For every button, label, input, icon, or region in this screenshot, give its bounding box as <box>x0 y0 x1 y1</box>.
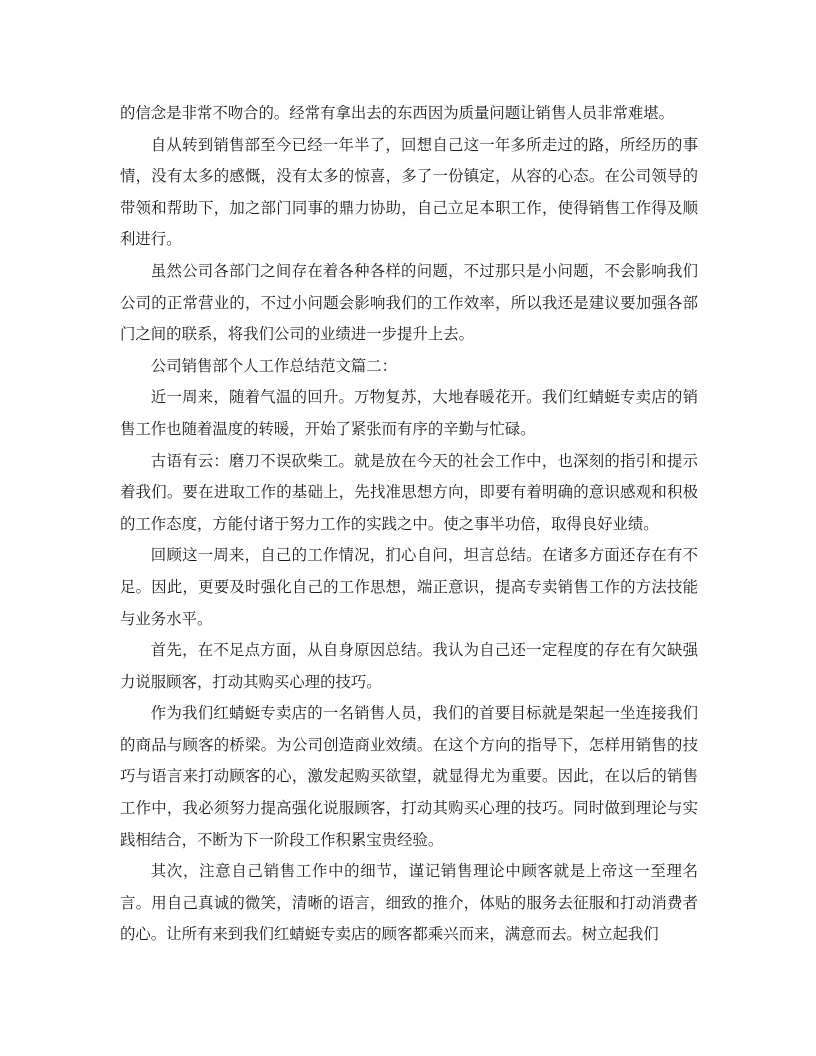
paragraph-continuation: 的信念是非常不吻合的。经常有拿出去的东西因为质量问题让销售人员非常难堪。 <box>120 104 675 122</box>
paragraph: 其次，注意自己销售工作中的细节，谨记销售理论中顾客就是上帝这一至理名言。用自己真诚的微笑，清晰的语言，细致的推介，体贴的服务去征服和打动消费者的心。让所有来到我们红蜻蜓专卖店的顾客都乘兴而来，满意而去。树立起我们 <box>120 862 698 944</box>
document-body <box>120 98 698 951</box>
section-heading: 公司销售部个人工作总结范文篇二： <box>150 356 398 375</box>
paragraph: 近一周来，随着气温的回升。万物复苏，大地春暖花开。我们红蜻蜓专卖店的销售工作也随着温度的转暖，开始了紧张而有序的辛勤与忙碌。 <box>120 388 698 438</box>
paragraph: 回顾这一周来，自己的工作情况，扪心自问，坦言总结。在诸多方面还存在有不足。因此，更要及时强化自己的工作思想，端正意识，提高专卖销售工作的方法技能与业务水平。 <box>120 546 698 628</box>
paragraph: 虽然公司各部门之间存在着各种各样的问题，不过那只是小问题，不会影响我们公司的正常营业的，不过小问题会影响我们的工作效率，所以我还是建议要加强各部门之间的联系，将我们公司的业绩进一步提升上去。 <box>120 261 698 344</box>
paragraph: 作为我们红蜻蜓专卖店的一名销售人员，我们的首要目标就是架起一坐连接我们的商品与顾客的桥梁。为公司创造商业效绩。在这个方向的指导下，怎样用销售的技巧与语言来打动顾客的心，激发起购买欲望，就显得尤为重要。因此，在以后的销售工作中，我必须努力提高强化说服顾客，打动其购买心理的技巧。同时做到理论与实践相结合，不断为下一阶段工作积累宝贵经验。 <box>120 704 698 849</box>
paragraph: 首先，在不足点方面，从自身原因总结。我认为自己还一定程度的存在有欠缺强力说服顾客，打动其购买心理的技巧。 <box>120 641 698 691</box>
paragraph: 古语有云：磨刀不误砍柴工。就是放在今天的社会工作中，也深刻的指引和提示着我们。要在进取工作的基础上，先找准思想方向，即要有着明确的意识感观和积极的工作态度，方能付诸于努力工作的实践之中。使之事半功倍，取得良好业绩。 <box>120 451 698 533</box>
paragraph: 自从转到销售部至今已经一年半了，回想自己这一年多所走过的路，所经历的事情，没有太多的感慨，没有太多的惊喜，多了一份镇定，从容的心态。在公司领导的带领和帮助下，加之部门同事的鼎力协助，自己立足本职工作，使得销售工作得及顺利进行。 <box>120 135 698 249</box>
